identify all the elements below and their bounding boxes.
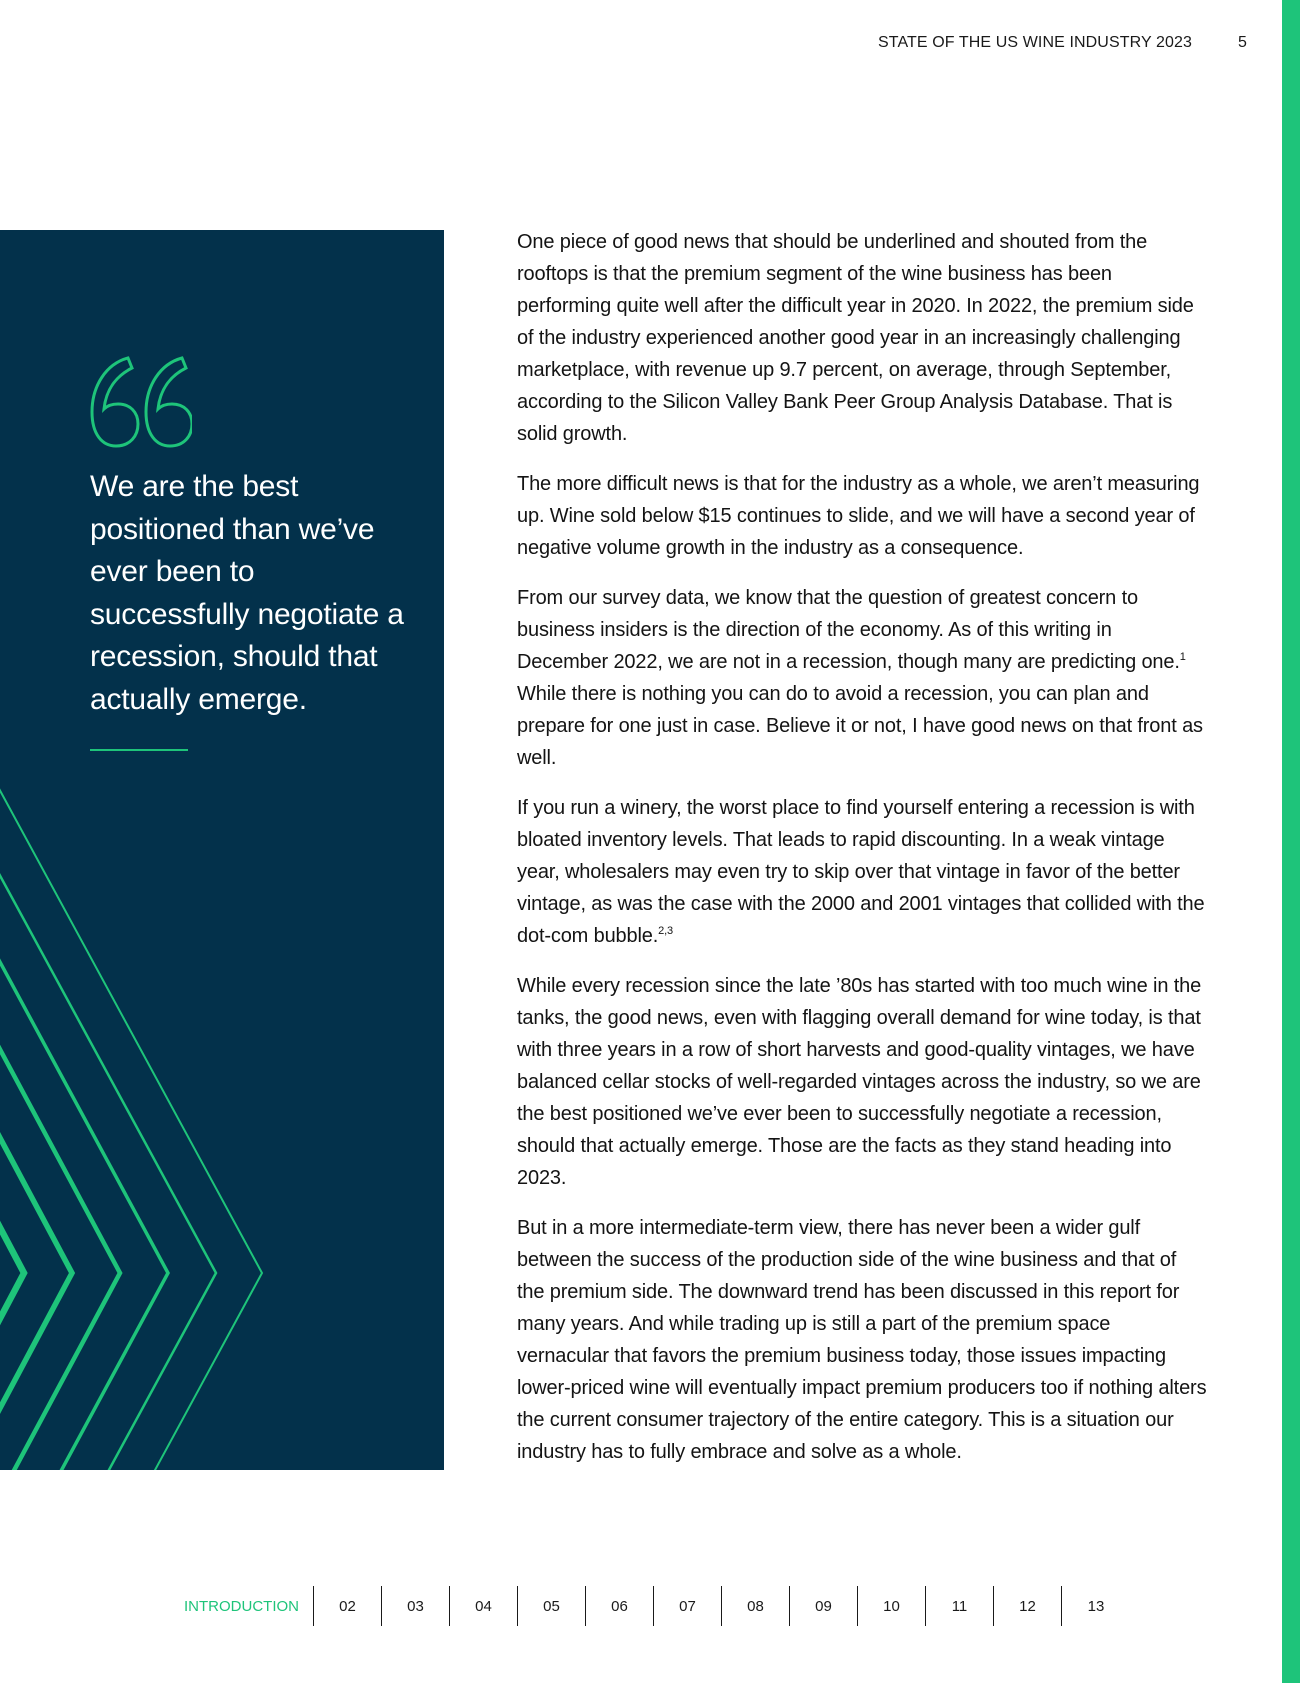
pull-quote-text: We are the best positioned than we’ve ever been to successfully negotiate a recession, should that actually emerge. <box>90 470 404 716</box>
article-body <box>517 226 1207 1486</box>
paragraph: If you run a winery, the worst place to find yourself entering a recession is with bloated inventory levels. That leads to rapid discounting. In a weak vintage year, wholesalers may even try to skip over that vintage in favor of the better vintage, as was the case with the 2000 and 2001 vintages that collided with the dot-com bubble.$^{2,3}$ <box>517 797 1205 947</box>
nav-section-10[interactable]: 10 <box>858 1586 926 1626</box>
chevron-pattern-icon <box>0 230 444 1470</box>
section-nav <box>150 1586 1130 1626</box>
paragraph: The more difficult news is that for the industry as a whole, we aren’t measuring up. Wine sold below $15 continues to slide, and we will have a second year of negative volume growth in the industry as a consequence. <box>517 473 1200 559</box>
nav-section-09[interactable]: 09 <box>790 1586 858 1626</box>
nav-section-07[interactable]: 07 <box>654 1586 722 1626</box>
page-number: 5 <box>1238 34 1247 51</box>
page-header <box>878 34 1247 52</box>
accent-side-bar <box>1282 0 1300 1683</box>
paragraph: One piece of good news that should be underlined and shouted from the rooftops is that the premium segment of the wine business has been performing quite well after the difficult year in 2020. In 2022, the premium side of the industry experienced another good year in an increasingly challenging marketplace, with revenue up 9.7 percent, on average, through September, according to the Silicon Valley Bank Peer Group Analysis Database. That is solid growth. <box>517 231 1194 445</box>
nav-section-06[interactable]: 06 <box>586 1586 654 1626</box>
nav-section-05[interactable]: 05 <box>518 1586 586 1626</box>
footnote-ref: 1 <box>1179 651 1186 663</box>
nav-section-02[interactable]: 02 <box>314 1586 382 1626</box>
nav-section-13[interactable]: 13 <box>1087 1597 1105 1615</box>
footnote-ref: 2,3 <box>658 925 674 937</box>
opening-quote-icon <box>88 354 192 450</box>
paragraph: From our survey data, we know that the question of greatest concern to business insiders is the direction of the economy. As of this writing in December 2022, we are not in a recession, though many are predicting one.$^1$ While there is nothing you can do to avoid a recession, you can plan and prepare for one just in case. Believe it or not, I have good news on that front as well. <box>517 587 1203 769</box>
pull-quote-rule <box>90 749 188 751</box>
nav-introduction[interactable]: INTRODUCTION <box>150 1586 314 1626</box>
nav-section-08[interactable]: 08 <box>722 1586 790 1626</box>
report-title: STATE OF THE US WINE INDUSTRY 2023 <box>878 34 1192 51</box>
nav-section-04[interactable]: 04 <box>450 1586 518 1626</box>
nav-section-03[interactable]: 03 <box>382 1586 450 1626</box>
nav-section-12[interactable]: 12 <box>994 1586 1062 1626</box>
paragraph: But in a more intermediate-term view, there has never been a wider gulf between the success of the production side of the wine business and that of the premium side. The downward trend has been discussed in this report for many years. And while trading up is still a part of the premium space vernacular that favors the premium business today, those issues impacting lower-priced wine will eventually impact premium producers too if nothing alters the current consumer trajectory of the entire category. This is a situation our industry has to fully embrace and solve as a whole. <box>517 1217 1207 1463</box>
pull-quote-panel <box>0 230 444 1470</box>
nav-section-11[interactable]: 11 <box>926 1586 994 1626</box>
paragraph: While every recession since the late ’80s has started with too much wine in the tanks, the good news, even with flagging overall demand for wine today, is that with three years in a row of short harvests and good-quality vintages, we have balanced cellar stocks of well-regarded vintages across the industry, so we are the best positioned we’ve ever been to successfully negotiate a recession, should that actually emerge. Those are the facts as they stand heading into 2023. <box>517 975 1202 1189</box>
